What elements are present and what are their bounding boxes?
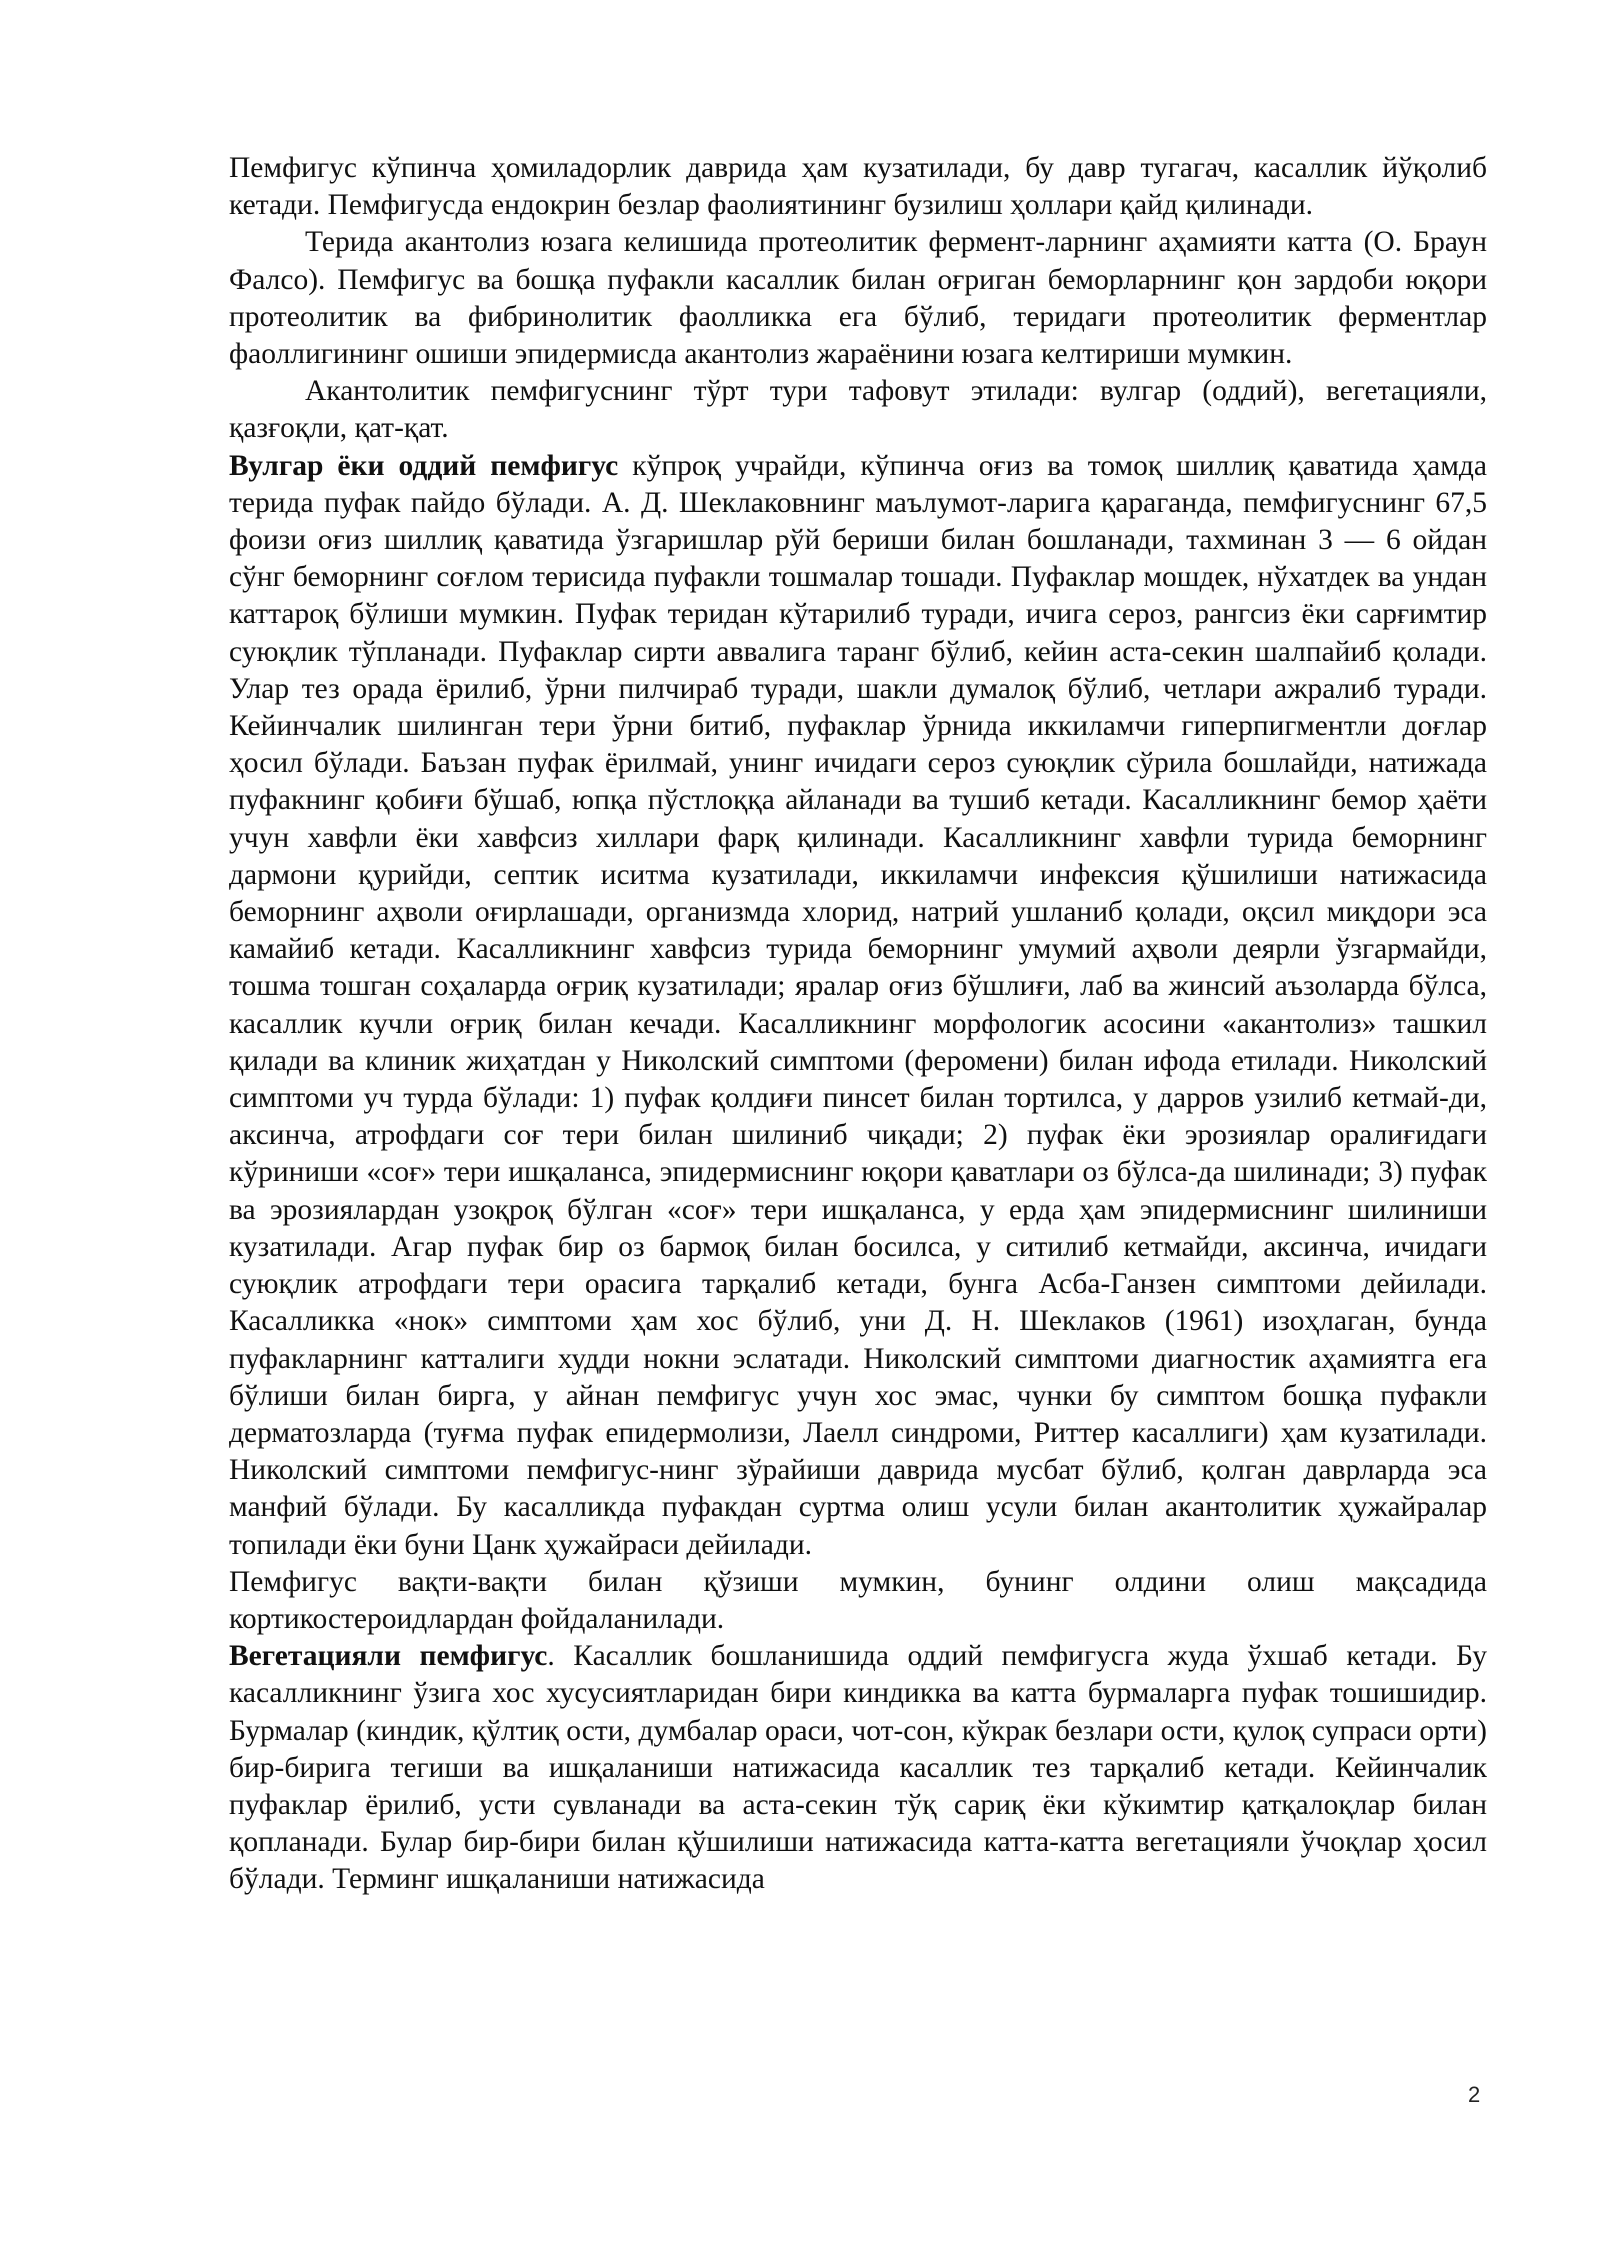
paragraph-text: Акантолитик пемфигуснинг тўрт тури тафовут этилади: вулгар (оддий), вегетацияли, қазғоқли, қат-қат. (229, 375, 1487, 445)
paragraph-four-types (229, 373, 1487, 447)
section-heading: Вегетацияли пемфигус (229, 1640, 548, 1673)
paragraph-pregnancy (229, 150, 1487, 224)
paragraph-text: Терида акантолиз юзага келишида протеолитик фермент-ларнинг аҳамияти катта (О. Браун Фалсо). Пемфигус ва бошқа пуфакли касаллик билан оғриган беморларнинг қон зардоби юқори протеолитик ва фибринолитик фаолликка ега бўлиб, теридаги протеолитик ферментлар фаоллигининг ошиши эпидермисда акантолиз жараёнини юзага келтириши мумкин. (229, 226, 1487, 371)
page-number: 2 (1468, 2082, 1481, 2107)
paragraph-acantholysis-enzymes (229, 224, 1487, 373)
document-page (229, 150, 1487, 1899)
paragraph-text: Пемфигус вақти-вақти билан қўзиши мумкин, бунинг олдини олиш мақсадида кортикостероидлардан фойдаланилади. (229, 1565, 1487, 1635)
paragraph-recurrence (229, 1564, 1487, 1638)
paragraph-text: . Касаллик бошланишида оддий пемфигусга жуда ўхшаб кетади. Бу касалликнинг ўзига хос хусусиятларидан бири киндикка ва катта бурмаларга пуфак тошишидир. Бурмалар (киндик, қўлтиқ ости, думбалар ораси, чот-сон, кўкрак безлари ости, қулоқ супраси орти) бир-бирига тегиши ва ишқаланиши натижасида касаллик тез тарқалиб кетади. Кейинчалик пуфаклар ёрилиб, усти сувланади ва аста-секин тўқ сариқ ёки кўкимтир қатқалоқлар билан қопланади. Булар бир-бири билан қўшилиши натижасида катта-катта вегетацияли ўчоқлар ҳосил бўлади. Терминг ишқаланиши натижасида (229, 1640, 1487, 1896)
paragraph-text: кўпроқ учрайди, кўпинча оғиз ва томоқ шиллиқ қаватида ҳамда терида пуфак пайдо бўлади. А. Д. Шеклаковнинг маълумот-ларига қараганда, пемфигуснинг 67,5 фоизи оғиз шиллиқ қаватида ўзгаришлар рўй бериши билан бошланади, тахминан 3 — 6 ойдан сўнг беморнинг соғлом терисида пуфакли тошмалар тошади. Пуфаклар мошдек, нўхатдек ва ундан каттароқ бўлиши мумкин. Пуфак теридан кўтарилиб туради, ичига сероз, рангсиз ёки сарғимтир суюқлик тўпланади. Пуфаклар сирти аввалига таранг бўлиб, кейин аста-секин шалпайиб қолади. Улар тез орада ёрилиб, ўрни пилчираб туради, шакли думалоқ бўлиб, четлари ажралиб туради. Кейинчалик шилинган тери ўрни битиб, пуфаклар ўрнида иккиламчи гиперпигментли доғлар ҳосил бўлади. Баъзан пуфак ёрилмай, унинг ичидаги сероз суюқлик сўрила бошлайди, натижада пуфакнинг қобиғи бўшаб, юпқа пўстлоққа айланади ва тушиб кетади. Касалликнинг бемор ҳаёти учун хавфли ёки хавфсиз хиллари фарқ қилинади. Касалликнинг хавфли турида беморнинг дармони қурийди, септик иситма кузатилади, иккиламчи инфексия қўшилиши натижасида беморнинг аҳволи оғирлашади, организмда хлорид, натрий ушланиб қолади, оқсил миқдори эса камайиб кетади. Касалликнинг хавфсиз турида беморнинг умумий аҳволи деярли ўзгармайди, тошма тошган соҳаларда оғриқ кузатилади; яралар оғиз бўшлиғи, лаб ва жинсий аъзоларда бўлса, касаллик кучли оғриқ билан кечади. Касалликнинг морфологик асосини «акантолиз» ташкил қилади ва клиник жиҳатдан у Николский симптоми (феромени) билан ифода етилади. Николский симптоми уч турда бўлади: 1) пуфак қолдиғи пинсет билан тортилса, у дарров узилиб кетмай-ди, аксинча, атрофдаги соғ тери билан шилиниб чиқади; 2) пуфак ёки эрозиялар оралиғидаги кўриниши «соғ» тери ишқаланса, эпидермиснинг юқори қаватлари оз бўлса-да шилинади; 3) пуфак ва эрозиялардан узоқроқ бўлган «соғ» тери ишқаланса, у ерда ҳам эпидермиснинг шилиниши кузатилади. Агар пуфак бир оз бармоқ билан босилса, у ситилиб кетмайди, аксинча, ичидаги суюқлик атрофдаги тери орасига тарқалиб кетади, бунга Асба-Ганзен симптоми дейилади. Касалликка «нок» симптоми ҳам хос бўлиб, уни Д. Н. Шеклаков (1961) изоҳлаган, бунда пуфакларнинг катталиги худди нокни эслатади. Николский симптоми диагностик аҳамиятга ега бўлиши билан бирга, у айнан пемфигус учун хос эмас, чунки бу симптом бошқа пуфакли дерматозларда (туғма пуфак епидермолизи, Лаелл синдроми, Риттер касаллиги) ҳам кузатилади. Николский симптоми пемфигус-нинг зўрайиши даврида мусбат бўлиб, қолган даврларда эса манфий бўлади. Бу касалликда пуфакдан суртма олиш усули билан акантолитик ҳужайралар топилади ёки буни Цанк ҳужайраси дейилади. (229, 449, 1487, 1561)
paragraph-text: Пемфигус кўпинча ҳомиладорлик даврида ҳам кузатилади, бу давр тугагач, касаллик йўқолиб кетади. Пемфигусда ендокрин безлар фаолиятининг бузилиш ҳоллари қайд қилинади. (229, 152, 1487, 222)
paragraph-vulgar-pemphigus (229, 448, 1487, 1564)
paragraph-vegetative-pemphigus (229, 1638, 1487, 1898)
section-heading: Вулгар ёки оддий пемфигус (229, 449, 619, 482)
